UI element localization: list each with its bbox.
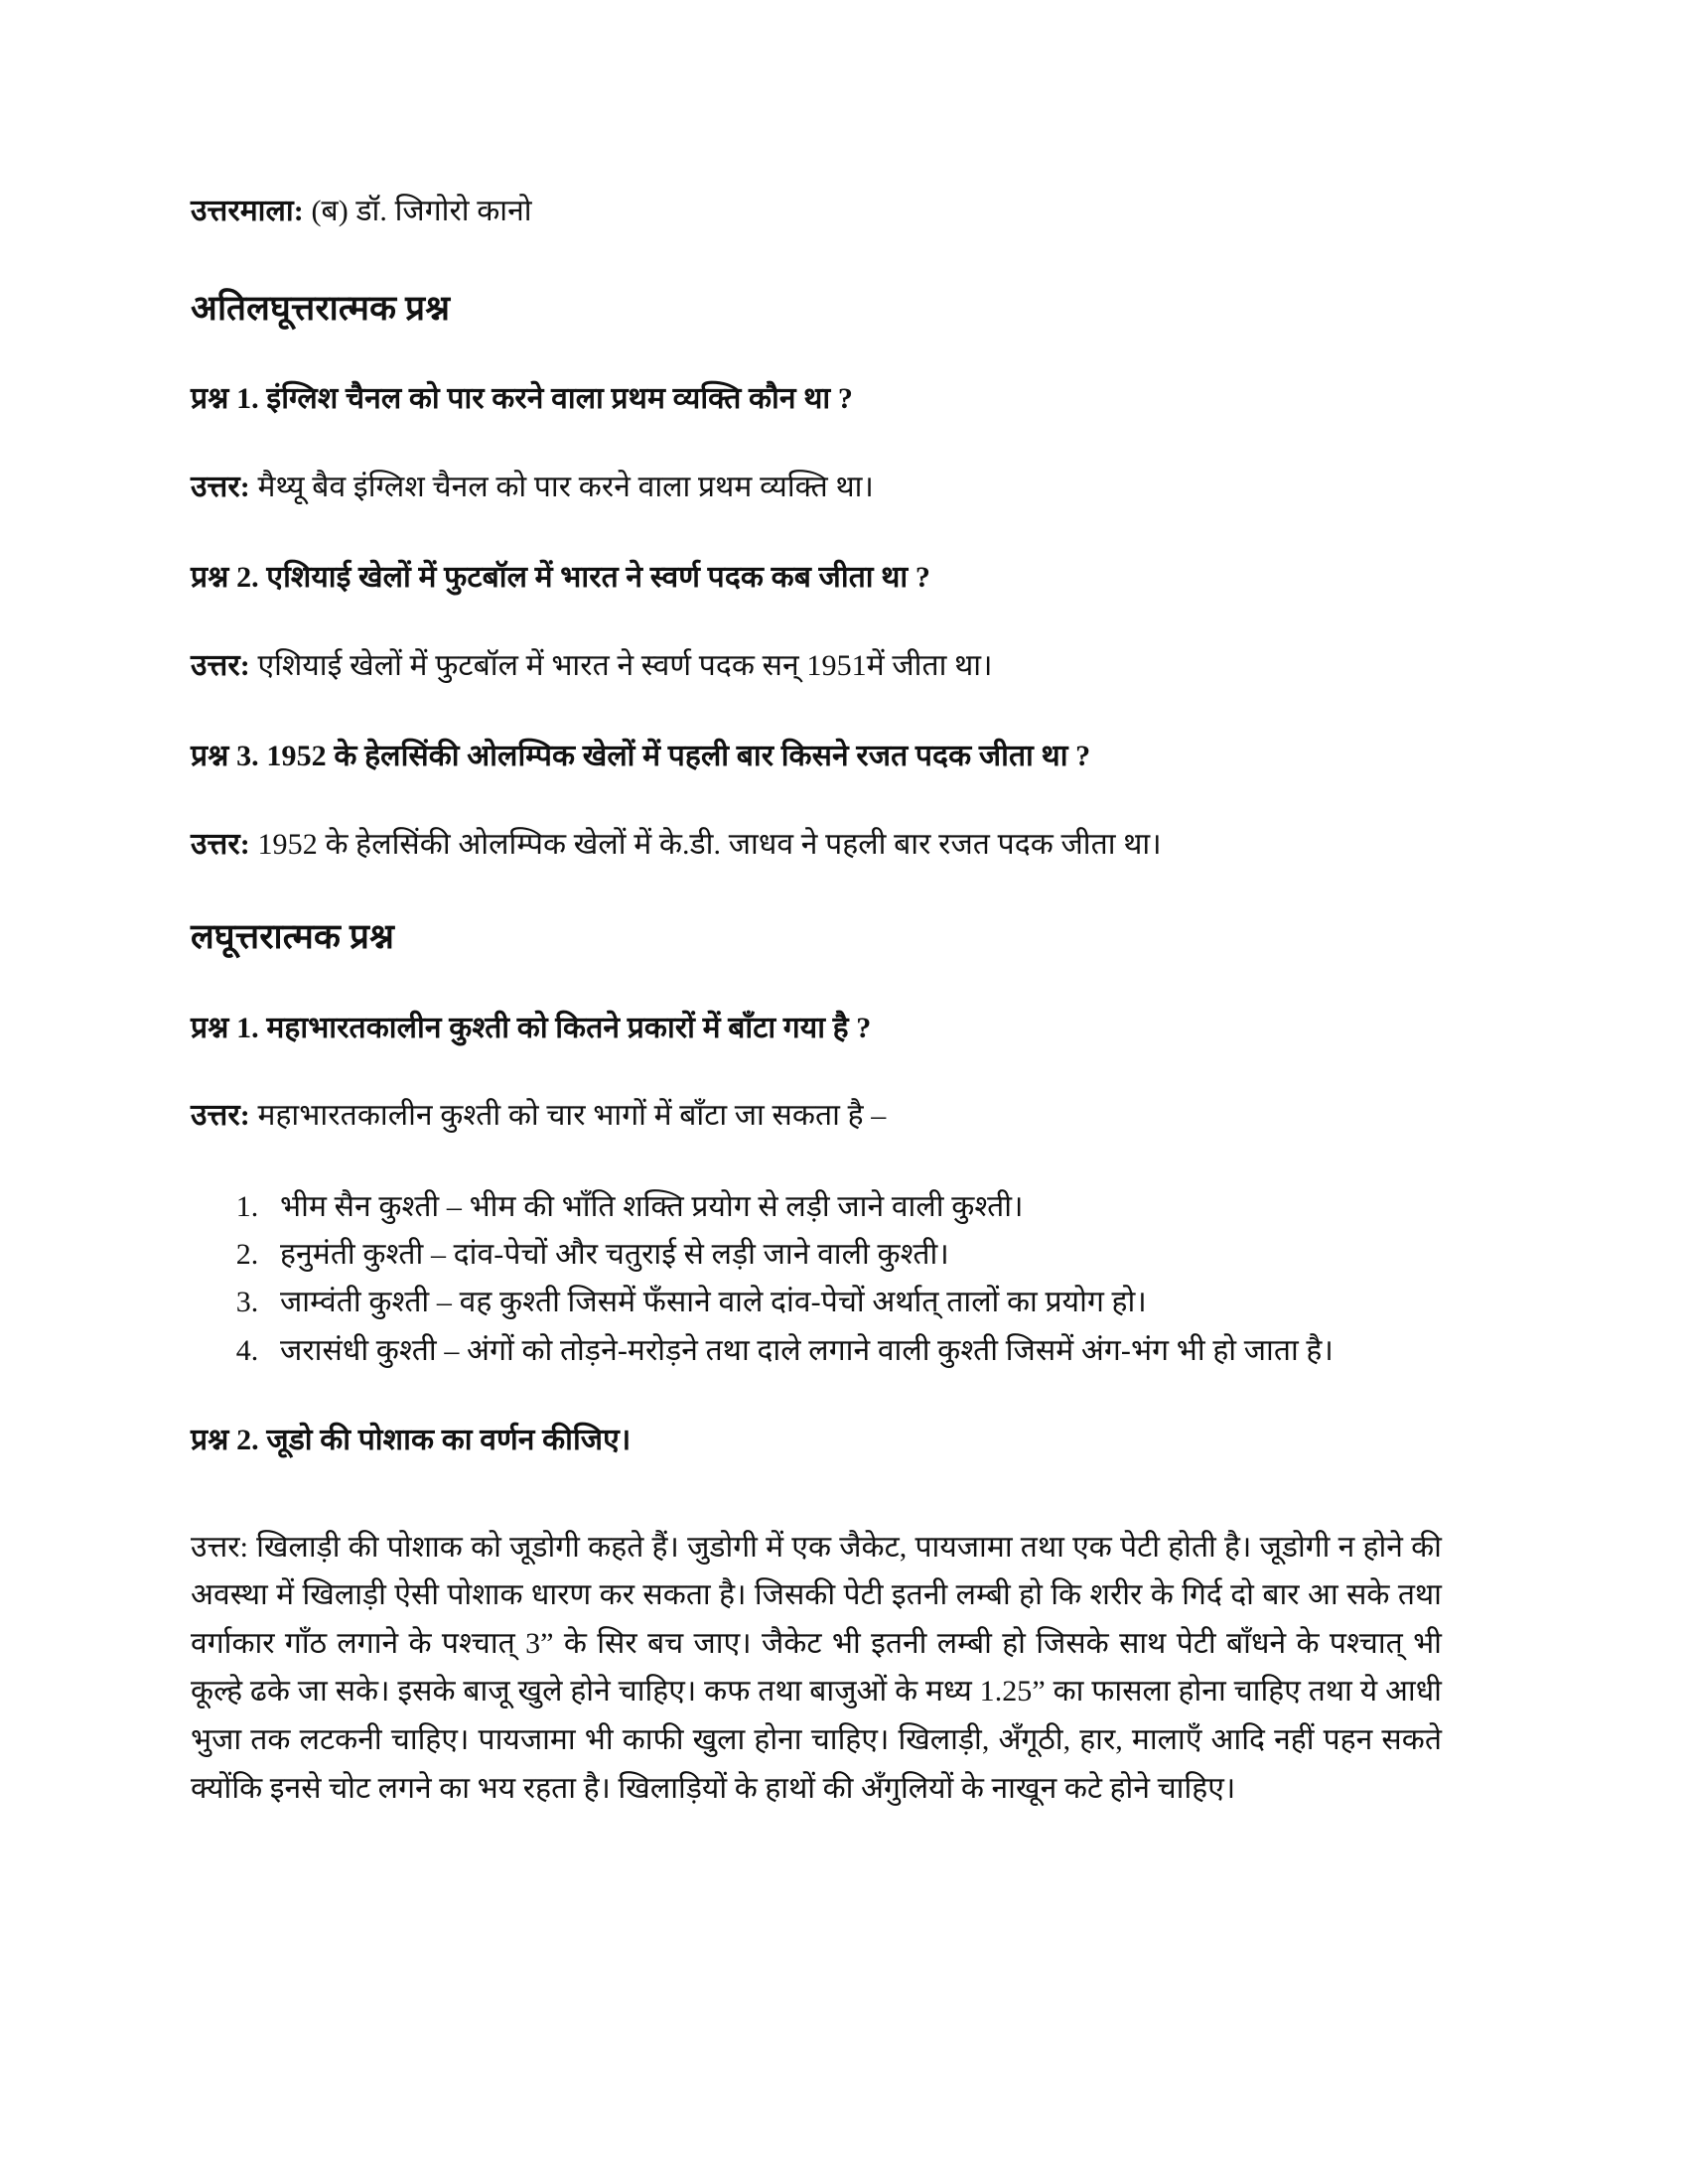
question-2-2: प्रश्न 2. जूडो की पोशाक का वर्णन कीजिए। (191, 1424, 632, 1457)
answer-text: मैथ्यू बैव इंग्लिश चैनल को पार करने वाला प्रथम व्यक्ति था। (249, 470, 874, 503)
answer-label: उत्तर: (191, 1099, 250, 1132)
answer-1-2 (191, 643, 1442, 690)
list-item: 2. हनुमंती कुश्ती – दांव-पेचों और चतुराई से लड़ी जाने वाली कुश्ती। (266, 1233, 1442, 1277)
list-item: 1. भीम सैन कुश्ती – भीम की भाँति शक्ति प्रयोग से लड़ी जाने वाली कुश्ती। (266, 1185, 1442, 1229)
answer-key-label: उत्तरमाला: (191, 195, 304, 227)
answer-text: एशियाई खेलों में फुटबॉल में भारत ने स्वर्ण पदक सन् 1951में जीता था। (249, 648, 993, 682)
section-heading-short-answer: लघूत्तरात्मक प्रश्न (191, 917, 395, 957)
question-1-2: प्रश्न 2. एशियाई खेलों में फुटबॉल में भारत ने स्वर्ण पदक कब जीता था ? (191, 561, 930, 595)
answer-1-3 (191, 822, 1442, 869)
list-item: 4. जरासंधी कुश्ती – अंगों को तोड़ने-मरोड़ने तथा दाले लगाने वाली कुश्ती जिसमें अंग-भंग भी हो जाता है। (266, 1329, 1442, 1373)
wrestling-types-list (191, 1185, 1442, 1374)
paragraph-spacer (191, 1506, 1442, 1524)
document-content (191, 189, 1442, 1813)
answer-label: उत्तर: (191, 470, 250, 503)
question-1-1: प्रश्न 1. इंग्लिश चैनल को पार करने वाला प्रथम व्यक्ति कौन था ? (191, 382, 853, 416)
answer-text: महाभारतकालीन कुश्ती को चार भागों में बाँटा जा सकता है – (249, 1099, 887, 1132)
answer-2-1 (191, 1093, 1442, 1140)
answer-2-2 (191, 1524, 1442, 1814)
answer-label: उत्तर: (191, 1530, 248, 1564)
answer-label: उत्तर: (191, 648, 250, 682)
answer-label: उत्तर: (191, 827, 250, 861)
answer-1-1 (191, 465, 1442, 511)
question-1-3: प्रश्न 3. 1952 के हेलसिंकी ओलम्पिक खेलों में पहली बार किसने रजत पदक जीता था ? (191, 740, 1091, 773)
answer-text: खिलाड़ी की पोशाक को जूडोगी कहते हैं। जुडोगी में एक जैकेट, पायजामा तथा एक पेटी होती है। जूडोगी न होने की अवस्था में खिलाड़ी ऐसी पोशाक धारण कर सकता है। जिसकी पेटी इतनी लम्बी हो कि शरीर के गिर्द दो बार आ सके तथा वर्गाकार गाँठ लगाने के पश्चात् 3” के सिर बच जाए। जैकेट भी इतनी लम्बी हो जिसके साथ पेटी बाँधने के पश्चात् भी कूल्हे ढके जा सके। इसके बाजू खुले होने चाहिए। कफ तथा बाजुओं के मध्य 1.25” का फासला होना चाहिए तथा ये आधी भुजा तक लटकनी चाहिए। पायजामा भी काफी खुला होना चाहिए। खिलाड़ी, अँगूठी, हार, मालाएँ आदि नहीं पहन सकते क्योंकि इनसे चोट लगने का भय रहता है। खिलाड़ियों के हाथों की अँगुलियों के नाखून कटे होने चाहिए। (191, 1530, 1442, 1805)
answer-key-value: (ब) डॉ. जिगोरो कानो (303, 195, 532, 227)
section-heading-very-short-answer: अतिलघूत्तरात्मक प्रश्न (191, 289, 451, 328)
list-item: 3. जाम्वंती कुश्ती – वह कुश्ती जिसमें फँसाने वाले दांव-पेचों अर्थात् तालों का प्रयोग हो। (266, 1281, 1442, 1324)
question-2-1: प्रश्न 1. महाभारतकालीन कुश्ती को कितने प्रकारों में बाँटा गया है ? (191, 1011, 872, 1044)
answer-text: 1952 के हेलसिंकी ओलम्पिक खेलों में के.डी. जाधव ने पहली बार रजत पदक जीता था। (249, 827, 1162, 861)
answer-key-line (191, 189, 1442, 233)
